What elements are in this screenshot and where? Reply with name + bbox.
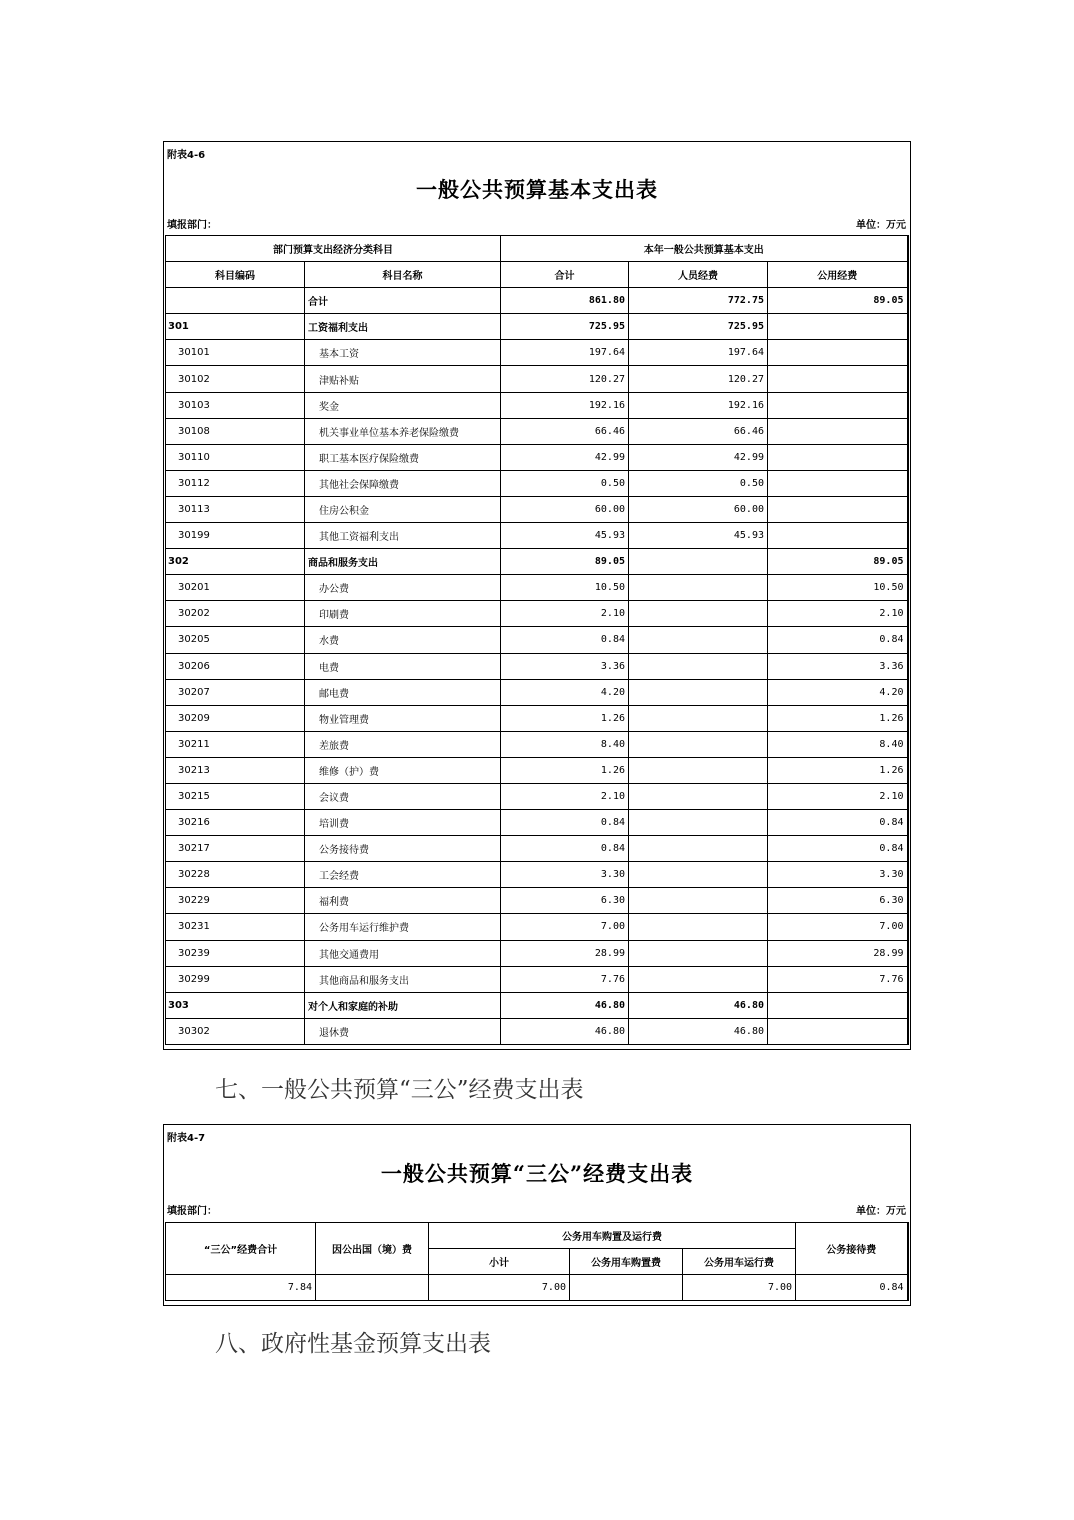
table-row	[166, 992, 908, 1018]
table-row	[166, 627, 908, 653]
subject-code-cell: 30112	[166, 470, 305, 496]
header-public-cost: 公用经费	[768, 262, 908, 288]
public-cost-cell	[768, 992, 908, 1018]
personnel-cost-cell	[629, 575, 768, 601]
table-row	[166, 444, 908, 470]
subject-name-cell: 其他社会保障缴费	[305, 470, 501, 496]
subject-code-cell: 30201	[166, 575, 305, 601]
header-subject-name: 科目名称	[305, 262, 501, 288]
fill-department-label: 填报部门：	[167, 1206, 217, 1217]
personnel-cost-cell	[629, 549, 768, 575]
personnel-cost-cell: 42.99	[629, 444, 768, 470]
total-cell: 120.27	[501, 366, 629, 392]
subject-code-cell: 30209	[166, 705, 305, 731]
table-number: 附表4-6	[167, 150, 206, 161]
section-heading-8: 八、政府性基金预算支出表	[215, 1331, 491, 1357]
table-row	[166, 1018, 908, 1044]
subject-name-cell: 其他交通费用	[305, 940, 501, 966]
unit-label: 单位：万元	[856, 220, 906, 231]
table-row	[166, 601, 908, 627]
table-row	[166, 340, 908, 366]
subject-code-cell	[166, 288, 305, 314]
personnel-cost-cell	[629, 705, 768, 731]
personnel-cost-cell	[629, 914, 768, 940]
personnel-cost-cell	[629, 757, 768, 783]
subject-name-cell: 水费	[305, 627, 501, 653]
subject-name-cell: 商品和服务支出	[305, 549, 501, 575]
subject-name-cell: 其他工资福利支出	[305, 523, 501, 549]
total-cell: 28.99	[501, 940, 629, 966]
total-cell: 2.10	[501, 601, 629, 627]
subject-code-cell: 30215	[166, 783, 305, 809]
personnel-cost-cell	[629, 627, 768, 653]
personnel-cost-cell: 66.46	[629, 418, 768, 444]
public-cost-cell: 0.84	[768, 836, 908, 862]
personnel-cost-cell: 772.75	[629, 288, 768, 314]
total-cell: 3.36	[501, 653, 629, 679]
table-row	[166, 288, 908, 314]
subject-code-cell: 30216	[166, 810, 305, 836]
subject-code-cell: 30211	[166, 731, 305, 757]
personnel-cost-cell	[629, 783, 768, 809]
subject-code-cell: 30217	[166, 836, 305, 862]
public-cost-cell	[768, 340, 908, 366]
public-cost-cell	[768, 523, 908, 549]
subject-code-cell: 30101	[166, 340, 305, 366]
header-abroad-cost: 因公出国（境）费	[316, 1223, 429, 1275]
personnel-cost-cell	[629, 679, 768, 705]
header-subject-code: 科目编码	[166, 262, 305, 288]
total-cell: 8.40	[501, 731, 629, 757]
subject-code-cell: 30113	[166, 496, 305, 522]
subject-code-cell: 30205	[166, 627, 305, 653]
public-cost-cell	[768, 1018, 908, 1044]
table-row	[166, 392, 908, 418]
total-cell: 10.50	[501, 575, 629, 601]
subject-name-cell: 办公费	[305, 575, 501, 601]
public-cost-cell	[768, 470, 908, 496]
total-cell: 89.05	[501, 549, 629, 575]
unit-label: 单位：万元	[856, 1206, 906, 1217]
value-vehicle-subtotal: 7.00	[429, 1275, 570, 1301]
table-title: 一般公共预算“三公”经费支出表	[380, 1161, 694, 1186]
total-cell: 861.80	[501, 288, 629, 314]
total-cell: 60.00	[501, 496, 629, 522]
personnel-cost-cell: 192.16	[629, 392, 768, 418]
public-cost-cell: 3.30	[768, 862, 908, 888]
subject-code-cell: 30299	[166, 966, 305, 992]
subject-code-cell: 30103	[166, 392, 305, 418]
subject-name-cell: 津贴补贴	[305, 366, 501, 392]
total-cell: 2.10	[501, 783, 629, 809]
public-cost-cell: 2.10	[768, 601, 908, 627]
subject-name-cell: 工资福利支出	[305, 314, 501, 340]
subject-name-cell: 退休费	[305, 1018, 501, 1044]
subject-name-cell: 基本工资	[305, 340, 501, 366]
subject-name-cell: 工会经费	[305, 862, 501, 888]
table-row	[166, 496, 908, 522]
subject-code-cell: 303	[166, 992, 305, 1018]
public-cost-cell: 89.05	[768, 549, 908, 575]
subject-name-cell: 住房公积金	[305, 496, 501, 522]
total-cell: 0.50	[501, 470, 629, 496]
table-row	[166, 575, 908, 601]
total-cell: 725.95	[501, 314, 629, 340]
table-row	[166, 523, 908, 549]
subject-name-cell: 维修（护）费	[305, 757, 501, 783]
total-cell: 7.76	[501, 966, 629, 992]
public-cost-cell: 6.30	[768, 888, 908, 914]
total-cell: 0.84	[501, 627, 629, 653]
subject-code-cell: 301	[166, 314, 305, 340]
subject-name-cell: 公务接待费	[305, 836, 501, 862]
table-row	[166, 679, 908, 705]
table-row	[166, 940, 908, 966]
value-three-public-total: 7.84	[166, 1275, 316, 1301]
public-cost-cell: 28.99	[768, 940, 908, 966]
table-row	[166, 862, 908, 888]
subject-code-cell: 30108	[166, 418, 305, 444]
total-cell: 7.00	[501, 914, 629, 940]
personnel-cost-cell: 725.95	[629, 314, 768, 340]
subject-code-cell: 30110	[166, 444, 305, 470]
total-cell: 46.80	[501, 992, 629, 1018]
subject-name-cell: 邮电费	[305, 679, 501, 705]
header-vehicle-group: 公务用车购置及运行费	[429, 1223, 796, 1249]
public-cost-cell: 10.50	[768, 575, 908, 601]
public-cost-cell: 0.84	[768, 627, 908, 653]
header-personnel-cost: 人员经费	[629, 262, 768, 288]
table-row	[166, 757, 908, 783]
subject-name-cell: 培训费	[305, 810, 501, 836]
total-cell: 4.20	[501, 679, 629, 705]
general-budget-basic-expenditure-table	[163, 141, 911, 1050]
header-three-public-total: “三公”经费合计	[166, 1223, 316, 1275]
personnel-cost-cell: 0.50	[629, 470, 768, 496]
public-cost-cell: 4.20	[768, 679, 908, 705]
expenditure-grid	[165, 235, 909, 1045]
personnel-cost-cell	[629, 653, 768, 679]
public-cost-cell: 1.26	[768, 757, 908, 783]
public-cost-cell: 8.40	[768, 731, 908, 757]
subject-name-cell: 电费	[305, 653, 501, 679]
subject-name-cell: 差旅费	[305, 731, 501, 757]
subject-name-cell: 其他商品和服务支出	[305, 966, 501, 992]
table-row	[166, 783, 908, 809]
header-reception-cost: 公务接待费	[796, 1223, 908, 1275]
personnel-cost-cell	[629, 731, 768, 757]
total-cell: 192.16	[501, 392, 629, 418]
public-cost-cell: 7.00	[768, 914, 908, 940]
subject-name-cell: 公务用车运行维护费	[305, 914, 501, 940]
public-cost-cell: 7.76	[768, 966, 908, 992]
public-cost-cell	[768, 444, 908, 470]
table-row	[166, 314, 908, 340]
table-row	[166, 470, 908, 496]
table-row	[166, 705, 908, 731]
value-reception-cost: 0.84	[796, 1275, 908, 1301]
total-cell: 197.64	[501, 340, 629, 366]
personnel-cost-cell: 45.93	[629, 523, 768, 549]
subject-code-cell: 30206	[166, 653, 305, 679]
table-number: 附表4-7	[167, 1133, 206, 1144]
public-cost-cell	[768, 366, 908, 392]
total-cell: 3.30	[501, 862, 629, 888]
total-cell: 42.99	[501, 444, 629, 470]
subject-name-cell: 物业管理费	[305, 705, 501, 731]
subject-code-cell: 302	[166, 549, 305, 575]
subject-code-cell: 30302	[166, 1018, 305, 1044]
total-cell: 1.26	[501, 705, 629, 731]
public-cost-cell: 0.84	[768, 810, 908, 836]
table-row	[166, 653, 908, 679]
subject-name-cell: 印刷费	[305, 601, 501, 627]
public-cost-cell	[768, 496, 908, 522]
subject-code-cell: 30229	[166, 888, 305, 914]
subject-name-cell: 会议费	[305, 783, 501, 809]
personnel-cost-cell	[629, 810, 768, 836]
table-row	[166, 836, 908, 862]
subject-code-cell: 30213	[166, 757, 305, 783]
total-cell: 1.26	[501, 757, 629, 783]
value-abroad-cost	[316, 1275, 429, 1301]
personnel-cost-cell: 197.64	[629, 340, 768, 366]
subject-code-cell: 30231	[166, 914, 305, 940]
subject-name-cell: 对个人和家庭的补助	[305, 992, 501, 1018]
subject-code-cell: 30202	[166, 601, 305, 627]
header-vehicle-operation: 公务用车运行费	[683, 1249, 796, 1275]
subject-name-cell: 职工基本医疗保险缴费	[305, 444, 501, 470]
header-vehicle-subtotal: 小计	[429, 1249, 570, 1275]
table-row	[166, 888, 908, 914]
table-row	[166, 549, 908, 575]
personnel-cost-cell	[629, 862, 768, 888]
subject-name-cell: 机关事业单位基本养老保险缴费	[305, 418, 501, 444]
section-heading-7: 七、一般公共预算“三公”经费支出表	[215, 1077, 584, 1103]
header-economic-classification: 部门预算支出经济分类科目	[166, 236, 501, 262]
public-cost-cell: 2.10	[768, 783, 908, 809]
subject-name-cell: 福利费	[305, 888, 501, 914]
total-cell: 0.84	[501, 810, 629, 836]
total-cell: 45.93	[501, 523, 629, 549]
public-cost-cell	[768, 392, 908, 418]
public-cost-cell: 89.05	[768, 288, 908, 314]
value-vehicle-operation: 7.00	[683, 1275, 796, 1301]
subject-name-cell: 合计	[305, 288, 501, 314]
header-total: 合计	[501, 262, 629, 288]
public-cost-cell: 3.36	[768, 653, 908, 679]
public-cost-cell	[768, 314, 908, 340]
table-row	[166, 810, 908, 836]
personnel-cost-cell	[629, 888, 768, 914]
total-cell: 46.80	[501, 1018, 629, 1044]
header-vehicle-purchase: 公务用车购置费	[570, 1249, 683, 1275]
value-vehicle-purchase	[570, 1275, 683, 1301]
table-row	[166, 914, 908, 940]
subject-code-cell: 30239	[166, 940, 305, 966]
table-row	[166, 418, 908, 444]
personnel-cost-cell	[629, 601, 768, 627]
table-title: 一般公共预算基本支出表	[416, 177, 658, 202]
subject-code-cell: 30228	[166, 862, 305, 888]
table-row	[166, 966, 908, 992]
personnel-cost-cell	[629, 966, 768, 992]
table-row	[166, 366, 908, 392]
subject-code-cell: 30199	[166, 523, 305, 549]
personnel-cost-cell: 120.27	[629, 366, 768, 392]
three-public-expenditure-table	[163, 1124, 911, 1306]
subject-code-cell: 30207	[166, 679, 305, 705]
personnel-cost-cell: 46.80	[629, 992, 768, 1018]
total-cell: 0.84	[501, 836, 629, 862]
header-basic-expenditure: 本年一般公共预算基本支出	[501, 236, 908, 262]
subject-code-cell: 30102	[166, 366, 305, 392]
personnel-cost-cell	[629, 836, 768, 862]
fill-department-label: 填报部门：	[167, 220, 217, 231]
total-cell: 6.30	[501, 888, 629, 914]
public-cost-cell: 1.26	[768, 705, 908, 731]
subject-name-cell: 奖金	[305, 392, 501, 418]
three-public-grid	[165, 1222, 909, 1301]
table-row	[166, 731, 908, 757]
personnel-cost-cell: 60.00	[629, 496, 768, 522]
personnel-cost-cell	[629, 940, 768, 966]
total-cell: 66.46	[501, 418, 629, 444]
public-cost-cell	[768, 418, 908, 444]
personnel-cost-cell: 46.80	[629, 1018, 768, 1044]
